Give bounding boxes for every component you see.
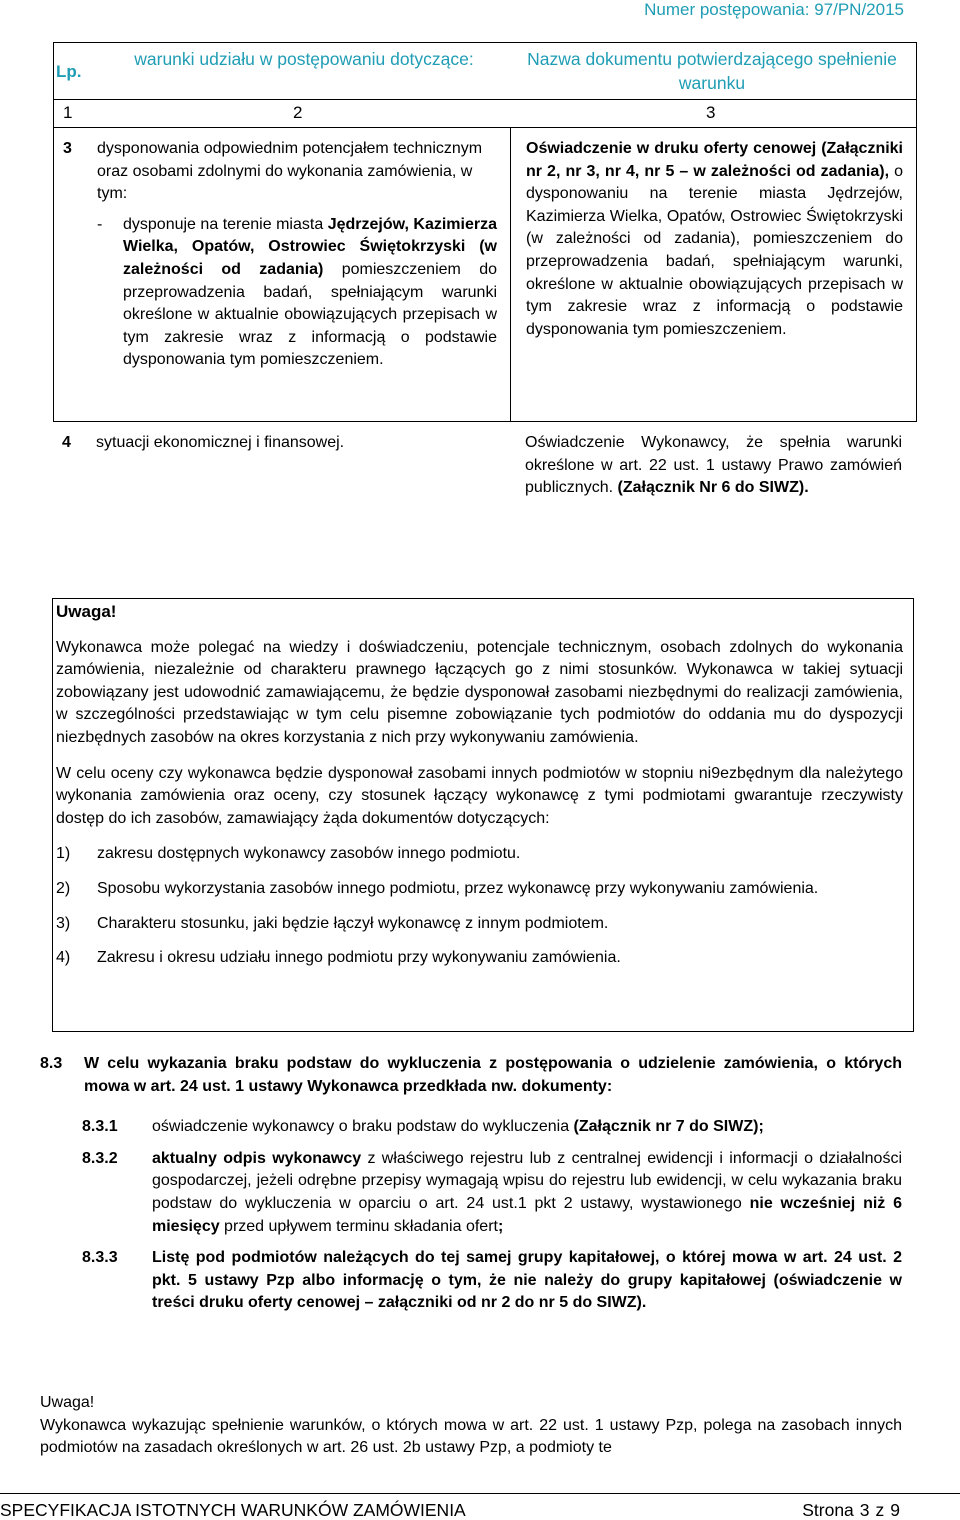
footer-divider (0, 1493, 960, 1494)
item-text-bold: aktualny odpis wykonawcy (152, 1149, 362, 1167)
list-item-number: 4) (56, 949, 71, 967)
document-bold: Oświadczenie w druku oferty cenowej (Załączniki nr 2, nr 3, nr 4, nr 5 – w zależności od zadania), (526, 140, 903, 180)
document-text: o dysponowaniu na terenie miasta Jędrzejów, Kazimierza Wielka, Opatów, Ostrowiec Świętokrzyski (w zależności od zadania), pomieszczeniem do przeprowadzenia badań, spełniającym warunki, określone w aktualnie obowiązujących przepisach w tym zakresie wraz z informacją o podstawie dysponowania tym pomieszczeniem. (526, 162, 904, 338)
row-condition: sytuacji ekonomicznej i finansowej. (96, 434, 345, 451)
row-condition (97, 138, 497, 372)
note-title: Uwaga! (56, 602, 117, 621)
list-item-text: Listę pod podmiotów należących do tej samej grupy kapitałowej, o której mowa w art. 24 ust. 2 pkt. 5 ustawy Pzp albo informację o tym, że nie należy do grupy kapitałowej (oświadczenie w treści druku oferty cenowej – załączniki od nr 2 do nr 5 do SIWZ). (152, 1249, 902, 1312)
bullet-text-rest: pomieszczeniem do przeprowadzenia badań, spełniającym warunki określone w aktualnie obowiązujących przepisach w tym zakresie wraz z informacją o podstawie dysponowania tym pomieszczeniem. (123, 260, 498, 369)
list-item (56, 843, 903, 866)
document-text: Oświadczenie Wykonawcy, że spełnia warunki określone w art. 22 ust. 1 ustawy Prawo zamówień publicznych. (525, 434, 902, 497)
row-number: 3 (63, 140, 72, 157)
page-separator: z (875, 1500, 885, 1520)
list-item-number: 8.3.3 (82, 1249, 118, 1267)
list-item-number: 8.3.1 (82, 1118, 118, 1136)
note-paragraph: Wykonawca wykazując spełnienie warunków, o których mowa w art. 22 ust. 1 ustawy Pzp, polega na zasobach innych podmiotów na zasadach określonych w art. 26 ust. 2b ustawy Pzp, a podmioty te (40, 1416, 902, 1457)
list-item (56, 878, 903, 901)
note-2 (40, 1392, 902, 1460)
item-text: oświadczenie wykonawcy o braku podstaw do wykluczenia (152, 1118, 574, 1136)
table-divider (54, 99, 916, 100)
table-divider (54, 127, 916, 128)
condition-lead: dysponowania odpowiednim potencjałem technicznym oraz osobami zdolnymi do wykonania zamówienia, w tym: (97, 140, 483, 203)
note-paragraph: W celu oceny czy wykonawca będzie dysponował zasobami innych podmiotów w stopniu ni9ezbędnym dla należytego wykonania zamówienia oraz oceny, czy stosunek łączący wykonawcę z tymi podmiotami gwarantuje rzeczywisty dostęp do ich zasobów, zamawiający żąda dokumentów dotyczących: (56, 764, 903, 827)
list-item (40, 1247, 902, 1315)
col-header-lp: Lp. (56, 62, 82, 81)
conditions-table (53, 42, 917, 422)
section-heading (40, 1053, 902, 1098)
bullet-text: dysponuje na terenie miasta (123, 215, 328, 233)
list-item (40, 1148, 902, 1238)
section-heading-text: W celu wykazania braku podstaw do wykluczenia z postępowania o udzielenie zamówienia, o których mowa w art. 24 ust. 1 ustawy Wykonawca przedkłada nw. dokumenty: (84, 1055, 902, 1095)
list-item-number: 1) (56, 845, 71, 863)
page-label: Strona (802, 1500, 854, 1520)
list-item (56, 947, 903, 970)
bullet-dash: - (97, 215, 103, 233)
condition-bullet (97, 214, 497, 372)
list-item-text: zakresu dostępnych wykonawcy zasobów innego podmiotu. (97, 845, 521, 863)
note-paragraph: Wykonawca może polegać na wiedzy i doświadczeniu, potencjale technicznym, osobach zdolnych do wykonania zamówienia, niezależnie od charakteru prawnego łączących go z nimi stosunków. Wykonawca w takiej sytuacji zobowiązany jest udowodnić zamawiającemu, że będzie dysponował zasobami niezbędnymi do realizacji zamówienia, w szczególności przedstawiając w tym celu pisemne zobowiązanie tych podmiotów do oddania mu do dyspozycji niezbędnych zasobów na okres korzystania z nich przy wykonywaniu zamówienia. (56, 638, 903, 746)
item-text: z właściwego rejestru lub z centralnej ewidencji i informacji o działalności gospodarczej, jeżeli odrębne przepisy wymagają wpisu do rejestru lub ewidencji, w celu wykazania braku podstaw do wykluczenia w oparciu o art. 24 ust.1 pkt 2 ustawy, wystawionego (152, 1149, 902, 1212)
list-item-number: 3) (56, 914, 71, 932)
col-number-1: 1 (63, 103, 73, 122)
page-current: 3 (859, 1500, 870, 1520)
row-number: 4 (62, 434, 71, 451)
note-title: Uwaga! (40, 1394, 95, 1411)
list-item (40, 1116, 902, 1139)
section-number: 8.3 (40, 1055, 63, 1072)
list-item-number: 2) (56, 879, 71, 897)
list-item-text: Zakresu i okresu udziału innego podmiotu przy wykonywaniu zamówienia. (97, 949, 621, 967)
note-box (52, 598, 914, 1032)
col-header-document: Nazwa dokumentu potwierdzającego spełnienie warunku (527, 49, 897, 93)
list-item-text (152, 1148, 902, 1238)
row-document (525, 432, 902, 500)
document-bold: (Załącznik Nr 6 do SIWZ). (617, 479, 809, 497)
col-number-3: 3 (706, 103, 716, 122)
item-text-bold: ; (497, 1217, 504, 1235)
list-item-text (152, 1116, 902, 1139)
page-indicator (802, 1500, 900, 1520)
item-text-bold: nie wcześniej niż 6 miesięcy (152, 1194, 902, 1235)
list-item-text: Sposobu wykorzystania zasobów innego podmiotu, przez wykonawcę przy wykonywaniu zamówienia. (97, 879, 819, 897)
list-item (56, 913, 903, 936)
item-text: przed upływem terminu składania ofert (219, 1217, 498, 1235)
col-number-2: 2 (293, 103, 303, 122)
table-divider (510, 127, 511, 421)
list-item-number: 8.3.2 (82, 1149, 118, 1167)
list-item-text: Charakteru stosunku, jaki będzie łączył wykonawcę z innym podmiotem. (97, 914, 609, 932)
item-text-bold: (Załącznik nr 7 do SIWZ); (573, 1118, 764, 1136)
col-header-condition: warunki udziału w postępowaniu dotyczące: (134, 49, 474, 69)
row-document (526, 138, 903, 341)
page-total: 9 (890, 1500, 900, 1520)
section-8-3 (40, 1053, 902, 1315)
proceeding-number: Numer postępowania: 97/PN/2015 (644, 0, 904, 19)
footer-title: SPECYFIKACJA ISTOTNYCH WARUNKÓW ZAMÓWIENIA (0, 1500, 466, 1520)
bullet-cities: Jędrzejów, Kazimierza Wielka, Opatów, Ostrowiec Świętokrzyski (w zależności od zadania) (123, 215, 498, 278)
